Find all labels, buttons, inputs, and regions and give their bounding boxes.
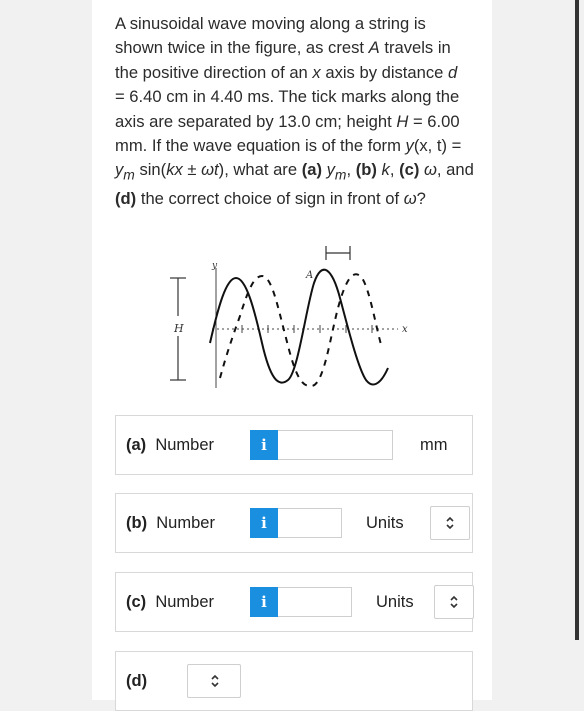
wave-dashed	[220, 274, 382, 386]
crest-label: A	[306, 270, 314, 281]
y-axis-label: y	[212, 261, 218, 271]
problem-statement: A sinusoidal wave moving along a string is shown twice in the figure, as crest A travels in the positive direction of an x axis by distance d = 6.40 cm in 4.40 ms. The tick marks along the axis are separated by 13.0 cm; height H = 6.00 mm. If the wave equation is of the form y(x, t) = $y_m$ sin(kx ± ωt), what are (a) $y_m$, (b) k, (c) ω, and (d) the correct choice of sign in front of ω?	[115, 14, 474, 209]
unit-label-b: Units	[366, 514, 404, 532]
height-label: H	[174, 322, 184, 335]
unit-label-c: Units	[376, 593, 414, 611]
unit-label-a: mm	[420, 436, 448, 454]
answer-row-a	[115, 415, 473, 475]
part-d-label: (d)	[126, 672, 148, 690]
chevron-updown-icon	[449, 594, 459, 610]
number-input-a[interactable]	[278, 430, 393, 460]
info-button-c[interactable]: i	[250, 587, 278, 617]
info-button-a[interactable]: i	[250, 430, 278, 460]
unit-select-c[interactable]	[434, 585, 474, 619]
number-input-c[interactable]	[278, 587, 352, 617]
number-input-b[interactable]	[278, 508, 342, 538]
chevron-updown-icon	[445, 515, 455, 531]
answer-row-b	[115, 493, 473, 553]
x-axis-label: x	[402, 324, 408, 335]
answer-row-d	[115, 651, 473, 711]
answer-row-c	[115, 572, 473, 632]
wave-figure	[150, 238, 420, 408]
chevron-updown-icon	[210, 673, 220, 689]
part-b-label: (b) Number	[126, 514, 215, 532]
part-a-label: (a) Number	[126, 436, 215, 454]
sign-select-d[interactable]	[187, 664, 241, 698]
info-button-b[interactable]: i	[250, 508, 278, 538]
distance-bracket	[326, 246, 350, 260]
scrollbar[interactable]	[575, 0, 579, 640]
unit-select-b[interactable]	[430, 506, 470, 540]
part-c-label: (c) Number	[126, 593, 215, 611]
